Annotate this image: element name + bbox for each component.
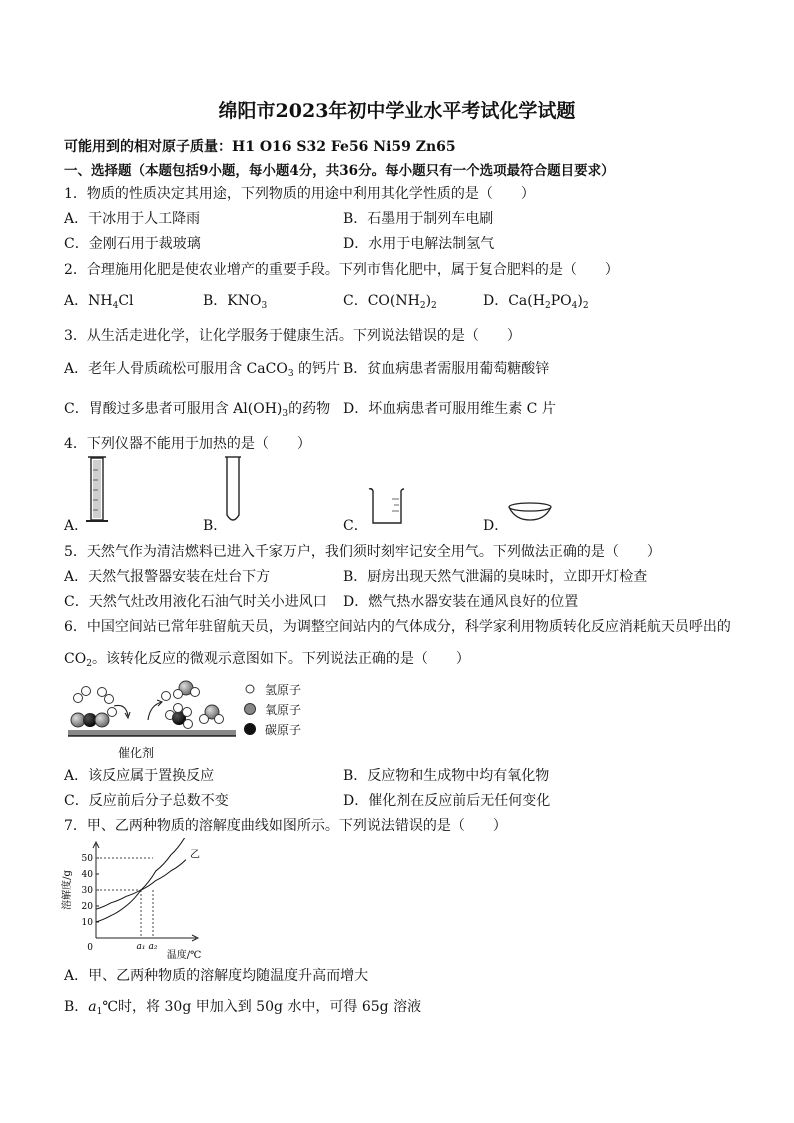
q1-option-d: D．水用于电解法制氢气 [343, 236, 495, 252]
q1-option-a: A．干冰用于人工降雨 [64, 211, 201, 227]
q2-stem: 2．合理施用化肥是使农业增产的重要手段。下列市售化肥中，属于复合肥料的是（ ） [64, 262, 619, 278]
q5-option-d: D．燃气热水器安装在通风良好的位置 [343, 594, 579, 610]
y-tick-label: 50 [81, 854, 93, 864]
series-line-1 [96, 838, 186, 922]
q3-stem: 3．从生活走进化学，让化学服务于健康生活。下列说法错误的是（ ） [64, 328, 521, 344]
section-heading: 一、选择题（本题包括9小题，每小题4分，共36分。每小题只有一个选项最符合题目要求） [64, 163, 615, 179]
q4-option-a: A． [64, 518, 89, 534]
q6-option-c: C．反应前后分子总数不变 [64, 793, 229, 809]
hydrogen-atom-icon [246, 685, 254, 693]
q3-option-a: A．老年人骨质疏松可服用含 CaCO$_3$ 的钙片 [64, 361, 340, 379]
q2-option-d: D．$Ca(H_2PO_4)_2$ [483, 293, 589, 311]
q4-stem: 4．下列仪器不能用于加热的是（ ） [64, 436, 311, 452]
y-tick-label: 40 [81, 870, 93, 880]
q3-option-b: B．贫血病患者需服用葡萄糖酸锌 [343, 361, 550, 377]
x-tick-label: a₁ [136, 942, 146, 952]
oxygen-atom-icon [245, 704, 256, 715]
legend-oxygen: 氧原子 [265, 703, 302, 717]
q6-option-d: D．催化剂在反应前后无任何变化 [343, 793, 551, 809]
series-line-2 [96, 860, 186, 910]
q6-option-b: B．反应物和生成物中均有氧化物 [343, 768, 550, 784]
y-tick-label: 10 [81, 918, 93, 928]
x-axis-label: 温度/℃ [166, 950, 202, 960]
series-label: 乙 [190, 849, 200, 861]
q4-option-d: D． [483, 518, 509, 534]
q6-stem: 6．中国空间站已常年驻留航天员，为调整空间站内的气体成分，科学家利用物质转化反应消耗航天员呼出的 [64, 619, 731, 635]
catalyst-label: 催化剂 [118, 746, 155, 760]
q7-option-a: A．甲、乙两种物质的溶解度均随温度升高而增大 [64, 968, 369, 984]
q6-option-a: A．该反应属于置换反应 [64, 768, 215, 784]
page-title: 绵阳市2023年初中学业水平考试化学试题 [218, 100, 576, 122]
legend-hydrogen: 氢原子 [265, 683, 302, 697]
q5-option-a: A．天然气报警器安装在灶台下方 [64, 569, 271, 585]
q2-option-b: B．$KNO_3$ [203, 293, 268, 311]
q7-option-b: B．$a_1℃$时，将 30g 甲加入到 50g 水中，可得 65g 溶液 [64, 999, 422, 1017]
y-tick-label: 30 [81, 886, 93, 896]
solubility-chart [60, 838, 210, 960]
q5-stem: 5．天然气作为清洁燃料已进入千家万户，我们须时刻牢记安全用气。下列做法正确的是（ ） [64, 544, 661, 560]
q4-option-c: C． [343, 518, 368, 534]
q1-option-b: B．石墨用于制列车电刷 [343, 211, 494, 227]
q1-stem: 1．物质的性质决定其用途，下列物质的用途中利用其化学性质的是（ ） [64, 186, 535, 202]
test-tube-figure [222, 455, 244, 527]
carbon-atom-icon [244, 723, 256, 735]
beaker-figure [366, 485, 406, 527]
q5-option-b: B．厨房出现天然气泄漏的臭味时，立即开灯检查 [343, 569, 648, 585]
evaporating-dish-figure [505, 500, 555, 524]
graduated-cylinder-figure [84, 455, 110, 527]
y-tick-label: 20 [81, 902, 93, 912]
q4-option-b: B． [203, 518, 228, 534]
q1-option-c: C．金刚石用于裁玻璃 [64, 236, 201, 252]
q3-option-c: C．胃酸过多患者可服用含 $Al(OH)_3$的药物 [64, 401, 331, 419]
legend-carbon: 碳原子 [265, 723, 302, 737]
atomic-mass-note: 可能用到的相对原子质量：H1 O16 S32 Fe56 Ni59 Zn65 [64, 139, 456, 155]
y-axis-label: 溶解度/g [62, 870, 73, 910]
q3-option-d: D．坏血病患者可服用维生素 C 片 [343, 401, 556, 417]
q7-stem: 7．甲、乙两种物质的溶解度曲线如图所示。下列说法错误的是（ ） [64, 818, 507, 834]
q2-option-c: C．$CO(NH_2)_2$ [343, 293, 437, 311]
legend-icons [240, 682, 260, 742]
reaction-diagram [64, 678, 254, 758]
x-tick-label: a₂ [148, 942, 158, 952]
q5-option-c: C．天然气灶改用液化石油气时关小进风口 [64, 594, 327, 610]
origin-label: 0 [87, 943, 93, 953]
q6-stem-cont: $CO_2$。该转化反应的微观示意图如下。下列说法正确的是（ ） [64, 651, 470, 669]
q2-option-a: A．$NH_4Cl$ [64, 293, 134, 311]
